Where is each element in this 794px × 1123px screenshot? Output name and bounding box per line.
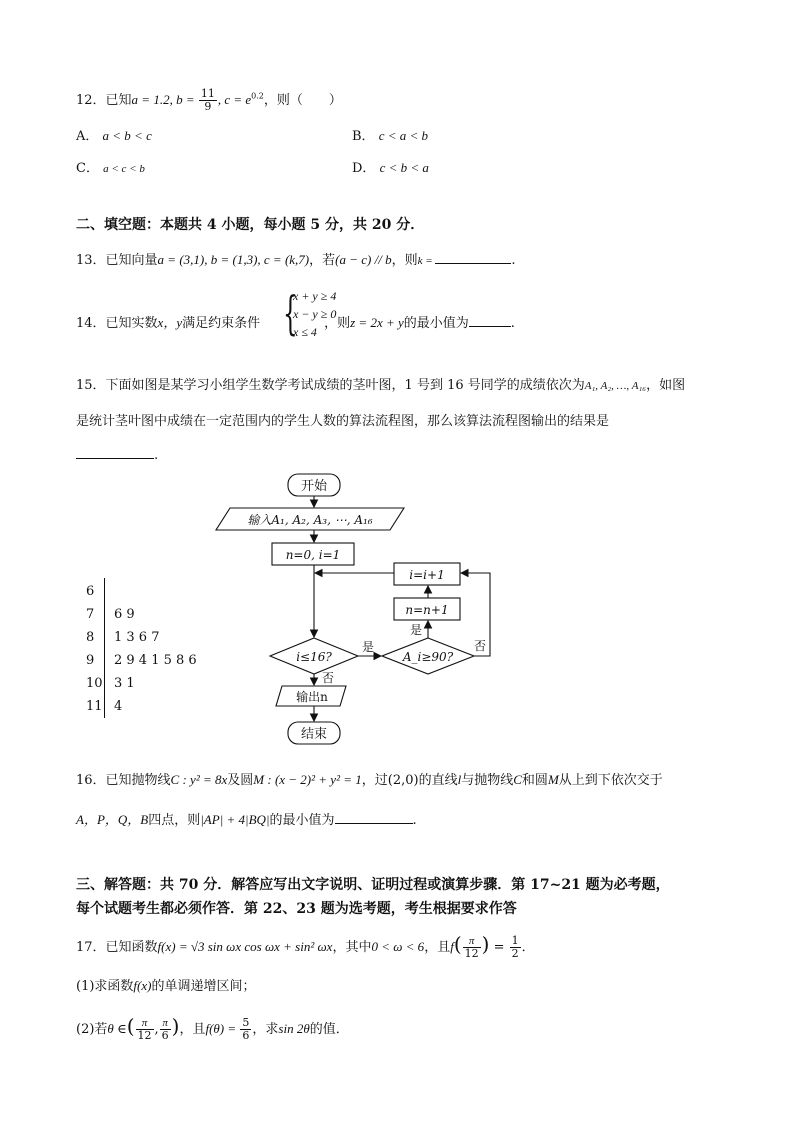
brace-icon: { [283,286,298,340]
stem-row: 9 [86,653,95,668]
flow-init-label: n=0, i=1 [285,548,341,562]
flow-inc-n-label: n=n+1 [405,603,449,617]
q16-stem-line2: A，P，Q，B四点，则|AP| + 4|BQ|的最小值为 . [76,812,417,828]
flow-cond1-label: i≤16? [296,650,332,664]
q15-stem-line1: 15．下面如图是某学习小组学生数学考试成绩的茎叶图，1 号到 16 号同学的成绩依次为A₁, A₂, …, A₁₆，如图 [76,378,686,393]
stem-row: 8 [86,630,95,645]
q17-part1: (1)求函数f(x)的单调递增区间； [76,978,256,994]
flow-inc-i-label: i=i+1 [409,568,445,582]
flow-output-label: 输出n [296,690,328,704]
q16-answer-blank[interactable] [335,811,413,824]
q17-part2: (2)若θ ∈( $\frac{\pi}{12}$ , $\frac{\pi}{6}$ )，且f(θ) = $\frac{5}{6}$ ，求sin 2θ的值． [76,1014,349,1042]
flow-yes2-label: 是 [410,623,423,637]
q12-stem: 12．已知a = 1.2, b = $\frac{11}{9}$ , $c = e^{0.2}$，则（ ） [76,87,342,113]
q15-answer: . [76,446,158,463]
q12-option-c: C． a < c < b [76,161,145,176]
flow-no2-label: 否 [474,639,487,653]
q14-constraint-system: { x + y ≥ 4 x − y ≥ 0 x ≤ 4 [283,286,337,340]
section-heading-answer-line2: 每个试题考生都必须作答．第 22、23 题为选考题，考生根据要求作答 [76,901,517,917]
q15-stem-line2: 是统计茎叶图中成绩在一定范围内的学生人数的算法流程图，那么该算法流程图输出的结果是 [76,414,610,429]
q17-stem: 17．已知函数f(x) = √3 sin ωx cos ωx + sin² ωx，其中0 < ω < 6，且f( $\frac{\pi}{12}$ ) = $\frac{1}{2}$ ． [76,932,535,960]
q14-stem: 14．已知实数x，y满足约束条件 ，则z = 2x + y的最小值为 . [76,315,515,331]
q16-stem-line1: 16．已知抛物线C : y² = 8x及圆M : (x − 2)² + y² = 1，过(2,0)的直线l与抛物线C和圆M从上到下依次交于 [76,772,663,788]
section-heading-fill-in: 二、填空题：本题共 4 小题，每小题 5 分，共 20 分． [76,217,425,233]
flow-no1-label: 否 [322,671,335,685]
flow-cond2-label: A_i≥90? [402,650,454,664]
stem-row: 6 [86,584,95,599]
stem-row: 10 [86,676,103,691]
q12-fraction: $\frac{11}{9}$ [200,87,215,113]
q12-option-a: A． a < b < c [76,128,152,144]
section-heading-answer-line1: 三、解答题：共 70 分．解答应写出文字说明、证明过程或演算步骤．第 17~21 题为必考题， [76,877,670,893]
flow-yes1-label: 是 [362,640,375,654]
q13-stem: 13．已知向量a = (3,1), b = (1,3), c = (k,7)，若(a − c) // b，则k = . [76,252,516,268]
flow-end-label: 结束 [300,727,328,742]
flow-start-label: 开始 [300,479,328,494]
q12-option-b: B． c < a < b [352,128,429,144]
stem-row: 7 [86,607,95,622]
q12-option-d: D． c < b < a [352,160,429,176]
flow-input-label: 输入A₁, A₂, A₃, ⋯, A₁₆ [247,513,373,527]
stem-row: 11 [86,699,103,714]
